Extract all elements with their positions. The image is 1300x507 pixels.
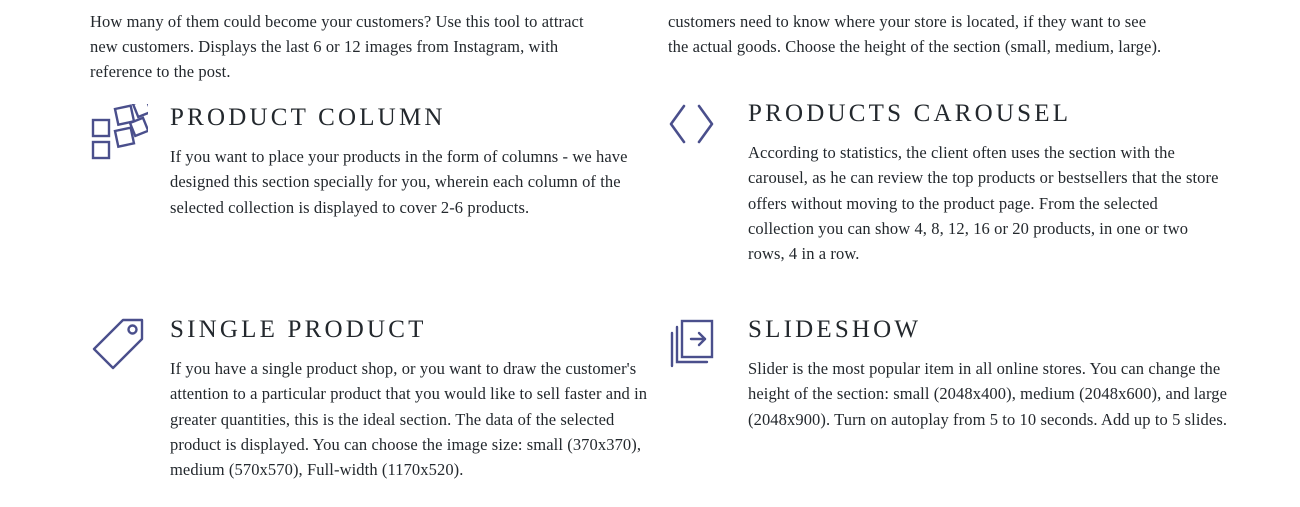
feature-heading: PRODUCT COLUMN: [170, 104, 446, 131]
feature-block-single-product: [90, 316, 650, 482]
columns-grid-icon: [90, 104, 152, 166]
feature-block-products-carousel: [668, 100, 1228, 266]
price-tag-icon: [90, 316, 152, 378]
feature-text: Slider is the most popular item in all online stores. You can change the height of the section: small (2048x400), medium (2048x600), and large (2048x900). Turn on autoplay from 5 to 10 seconds. Add up to 5 slides.: [748, 359, 1228, 429]
feature-text: If you have a single product shop, or you want to draw the customer's attention to a particular product that you would like to sell faster and in greater quantities, this is the ideal section. The data of the selected product is displayed. You can choose the image size: small (370x370), medium (570x570), Full-width (1170x520).: [170, 359, 648, 480]
feature-text: According to statistics, the client often uses the section with the carousel, as he can review the top products or bestsellers that the store offers without moving to the product page. From the selected collection you can show 4, 8, 12, 16 or 20 products, in one or two rows, 4 in a row.: [748, 143, 1219, 264]
intro-text-left: How many of them could become your customers? Use this tool to attract new customers. Displays the last 6 or 12 images from Instagram, with reference to the post.: [90, 11, 584, 81]
slideshow-arrow-icon: [668, 316, 730, 378]
feature-heading: SLIDESHOW: [748, 316, 922, 343]
feature-heading: SINGLE PRODUCT: [170, 316, 427, 343]
feature-heading: PRODUCTS CAROUSEL: [748, 100, 1072, 127]
carousel-arrows-icon: [668, 100, 730, 162]
feature-block-product-column: [90, 104, 650, 220]
feature-block-slideshow: [668, 316, 1228, 432]
intro-text-right: customers need to know where your store is located, if they want to see the actual goods. Choose the height of the section (small, medium, large).: [668, 11, 1162, 56]
feature-text: If you want to place your products in the form of columns - we have designed this section specially for you, wherein each column of the selected collection is displayed to cover 2-6 products.: [170, 147, 628, 217]
